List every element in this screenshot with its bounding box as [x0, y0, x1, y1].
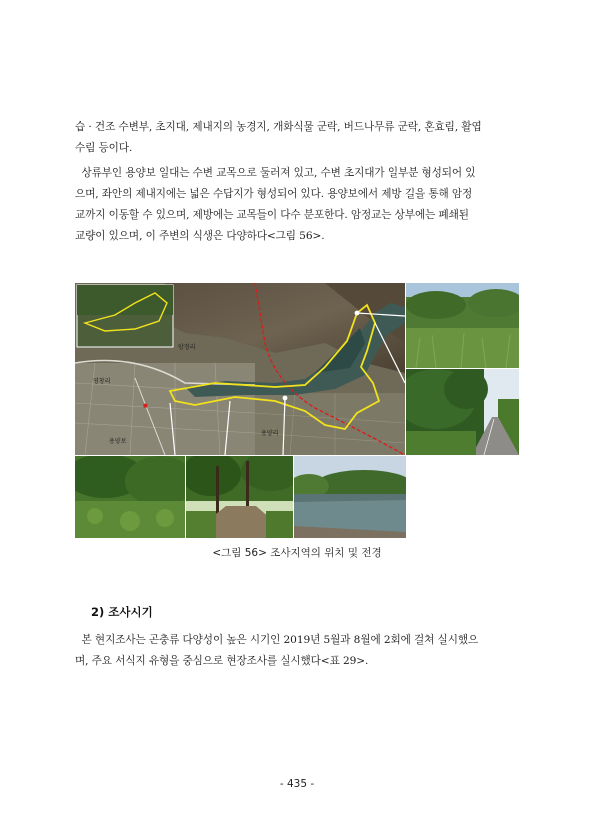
aerial-map-graphic — [75, 283, 405, 455]
text-line: 으며, 좌안의 제내지에는 넓은 수답지가 형성되어 있다. 용양보에서 제방 길을 통해 암정 — [75, 188, 473, 200]
text-line: 수림 등이다. — [75, 142, 133, 154]
paragraph-habitat-list — [75, 117, 520, 159]
text-line: 며, 주요 서식지 유형을 중심으로 현장조사를 실시했다<표 29>. — [75, 655, 369, 667]
text-line: 교량이 있으며, 이 주변의 식생은 다양하다<그림 56>. — [75, 230, 325, 242]
figure-56 — [75, 283, 519, 538]
map-label-amjeong: 암정리 — [178, 344, 196, 351]
photo-shrubs — [75, 456, 185, 538]
section-heading: 2) 조사시기 — [91, 605, 153, 619]
map-label-red: ■ — [143, 403, 148, 409]
map-label-yongyangbo: 용양보 — [109, 438, 127, 445]
text-line: 교까지 이동할 수 있으며, 제방에는 교목들이 다수 분포한다. 암정교는 상부에는 폐쇄된 — [75, 209, 469, 221]
photo-riparian-grassland — [406, 283, 519, 368]
page-number: - 435 - — [279, 778, 315, 790]
text-line: 본 현지조사는 곤충류 다양성이 높은 시기인 2019년 5월과 8월에 2회에 걸쳐 실시했으 — [75, 634, 479, 646]
map-label-yeongchang: 영창리 — [93, 378, 111, 385]
aerial-map — [75, 283, 405, 455]
text-line: 상류부인 용양보 일대는 수변 교목으로 둘러져 있고, 수변 초지대가 일부분 형성되어 있 — [75, 167, 476, 179]
figure-caption: <그림 56> 조사지역의 위치 및 전경 — [212, 547, 382, 559]
map-label-yongyang: 용양리 — [261, 430, 279, 437]
paragraph-site-description — [75, 163, 520, 247]
photo-river-bank — [294, 456, 406, 538]
text-line: 습 · 건조 수변부, 초지대, 제내지의 농경지, 개화식물 군락, 버드나무류 군락, 혼효림, 활엽 — [75, 121, 482, 133]
photo-levee-road — [406, 369, 519, 455]
photo-forest-path — [186, 456, 293, 538]
paragraph-survey-period — [75, 630, 520, 672]
